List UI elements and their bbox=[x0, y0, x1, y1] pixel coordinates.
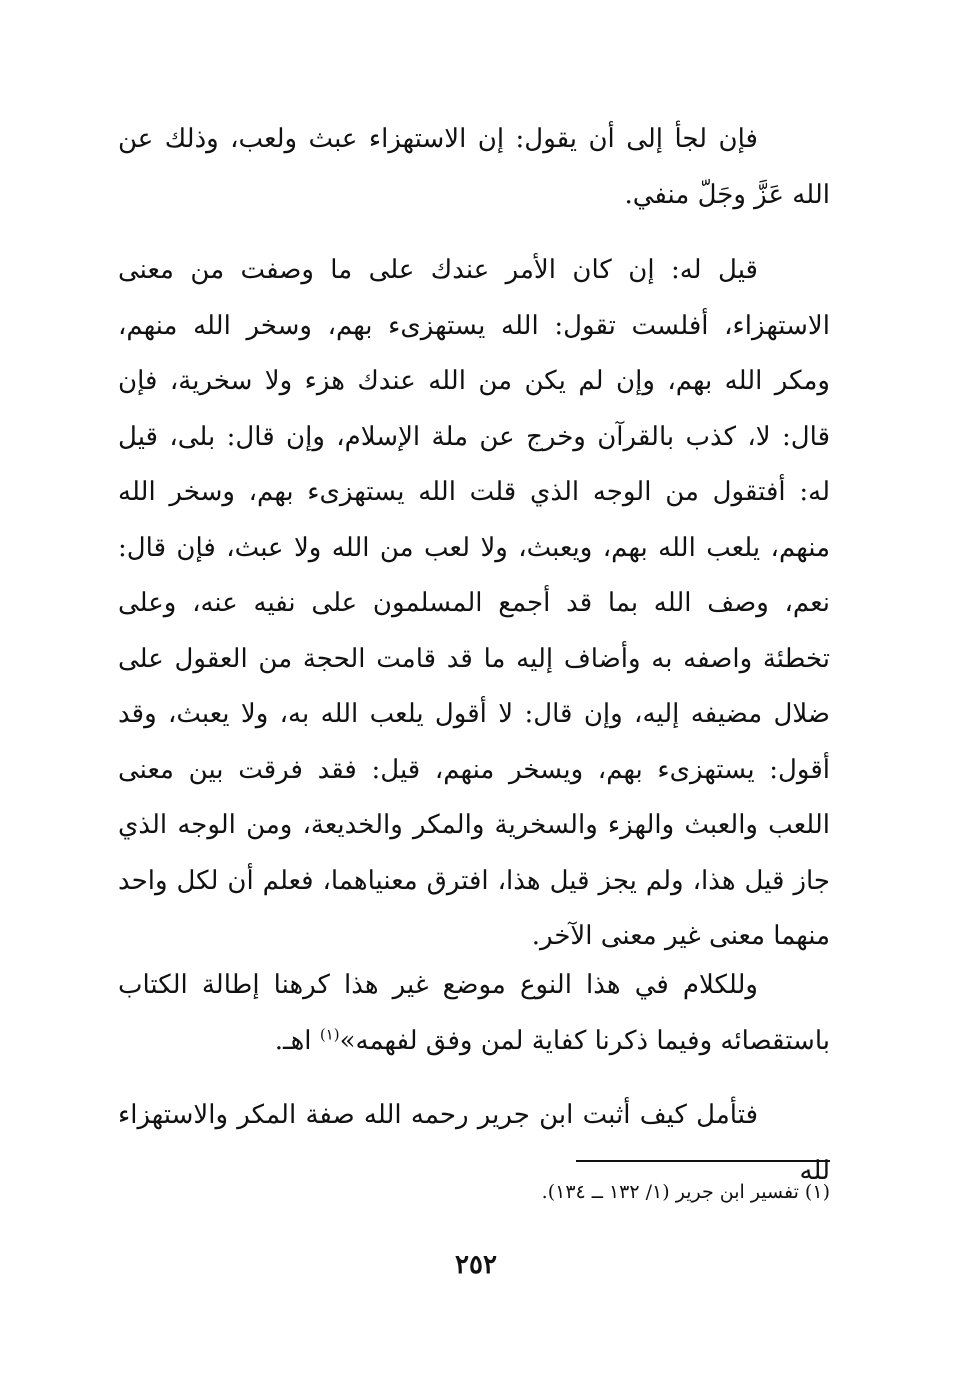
paragraph-body: وللكلام في هذا النوع موضع غير هذا كرهنا إطالة الكتاب باستقصائه وفيما ذكرنا كفاية لمن وفق لفهمه» bbox=[118, 970, 830, 1056]
paragraph-1 bbox=[118, 112, 830, 223]
paragraph-2 bbox=[118, 243, 830, 965]
footnote-divider bbox=[576, 1160, 830, 1162]
footnote: (١) تفسير ابن جرير (١/ ١٣٢ ــ ١٣٤). bbox=[541, 1181, 830, 1203]
paragraph-text: فتأمل كيف أثبت ابن جرير رحمه الله صفة المكر والاستهزاء لله bbox=[118, 1100, 830, 1186]
page-number: ٢٥٢ bbox=[455, 1250, 497, 1280]
paragraph-ending: اهـ. bbox=[274, 1025, 320, 1056]
paragraph-text: قيل له: إن كان الأمر عندك على ما وصفت من معنى الاستهزاء، أفلست تقول: الله يستهزىء بهم، وسخر الله منهم، ومكر الله بهم، وإن لم يكن من الله عندك هزء ولا سخرية، فإن قال: لا، كذب بالقرآن وخرج عن ملة الإسلام، وإن قال: بلى، قيل له: أفتقول من الوجه الذي قلت الله يستهزىء بهم، وسخر الله منهم، يلعب الله بهم، ويعبث، ولا لعب من الله ولا عبث، فإن قال: نعم، وصف الله بما قد أجمع المسلمون على نفيه عنه، وعلى تخطئة واصفه به وأضاف إليه ما قد قامت الحجة من العقول على ضلال مضيفه إليه، وإن قال: لا أقول يلعب الله به، ولا يعبث، وقد أقول: يستهزىء بهم، ويسخر منهم، قيل: فقد فرقت بين معنى اللعب والعبث والهزء والسخرية والمكر والخديعة، ومن الوجه الذي جاز قيل هذا، ولم يجز قيل هذا، افترق معنياهما، فعلم أن لكل واحد منهما معنى غير معنى الآخر. bbox=[118, 255, 830, 951]
footnote-reference: (١) bbox=[319, 1024, 340, 1043]
paragraph-text: فإن لجأ إلى أن يقول: إن الاستهزاء عبث ولعب، وذلك عن الله عَزَّ وجَلّ منفي. bbox=[118, 124, 830, 210]
paragraph-3 bbox=[118, 958, 830, 1069]
paragraph-text bbox=[118, 958, 830, 1069]
